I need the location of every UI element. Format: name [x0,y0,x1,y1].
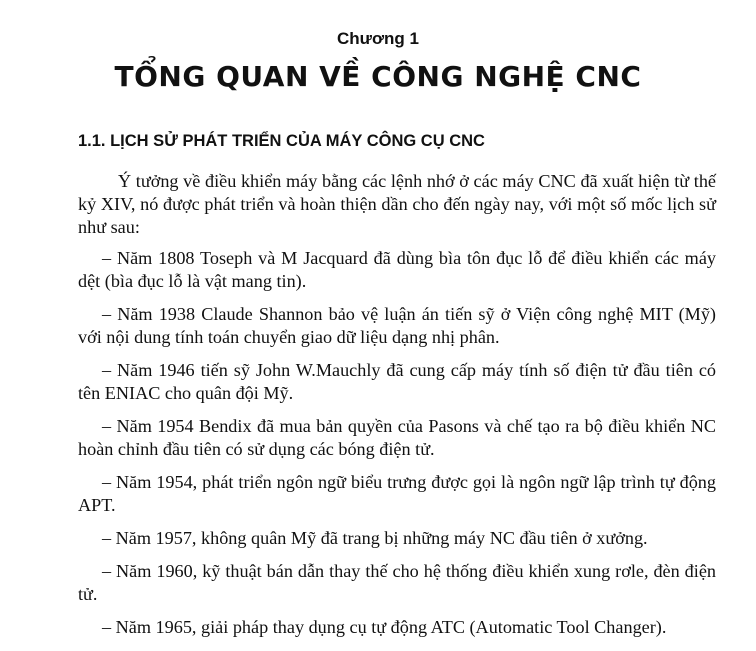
history-item-1957: – Năm 1957, không quân Mỹ đã trang bị những máy NC đầu tiên ở xưởng. [102,528,648,548]
chapter-title: TỔNG QUAN VỀ CÔNG NGHỆ CNC [114,60,642,93]
history-item-1946: – Năm 1946 tiến sỹ John W.Mauchly đã cung cấp máy tính số điện tử đầu tiên có tên ENIAC cho quân đội Mỹ. [78,360,716,403]
section-heading: 1.1. LỊCH SỬ PHÁT TRIỂN CỦA MÁY CÔNG CỤ CNC [78,132,485,150]
history-item-1954-bendix: – Năm 1954 Bendix đã mua bản quyền của Pasons và chế tạo ra bộ điều khiển NC hoàn chỉnh đầu tiên có sử dụng các bóng điện tử. [78,416,716,459]
chapter-label: Chương 1 [336,29,419,48]
history-item-1808: – Năm 1808 Toseph và M Jacquard đã dùng bìa tôn đục lỗ để điều khiển các máy dệt (bìa đục lỗ là vật mang tin). [78,248,716,291]
history-item-1938: – Năm 1938 Claude Shannon bảo vệ luận án tiến sỹ ở Viện công nghệ MIT (Mỹ) với nội dung tính toán chuyển giao dữ liệu dạng nhị phân. [78,304,716,347]
body-text [78,170,716,649]
history-item-1965: – Năm 1965, giải pháp thay dụng cụ tự động ATC (Automatic Tool Changer). [102,617,667,637]
intro-paragraph: Ý tưởng về điều khiển máy bằng các lệnh nhớ ở các máy CNC đã xuất hiện từ thế kỷ XIV, nó được phát triển và hoàn thiện dần cho đến ngày nay, với một số mốc lịch sử như sau: [78,171,716,237]
history-item-1954-apt: – Năm 1954, phát triển ngôn ngữ biểu trưng được gọi là ngôn ngữ lập trình tự động APT. [78,472,716,515]
history-item-1960: – Năm 1960, kỹ thuật bán dẫn thay thế cho hệ thống điều khiển xung rơle, đèn điện tử. [78,561,716,604]
